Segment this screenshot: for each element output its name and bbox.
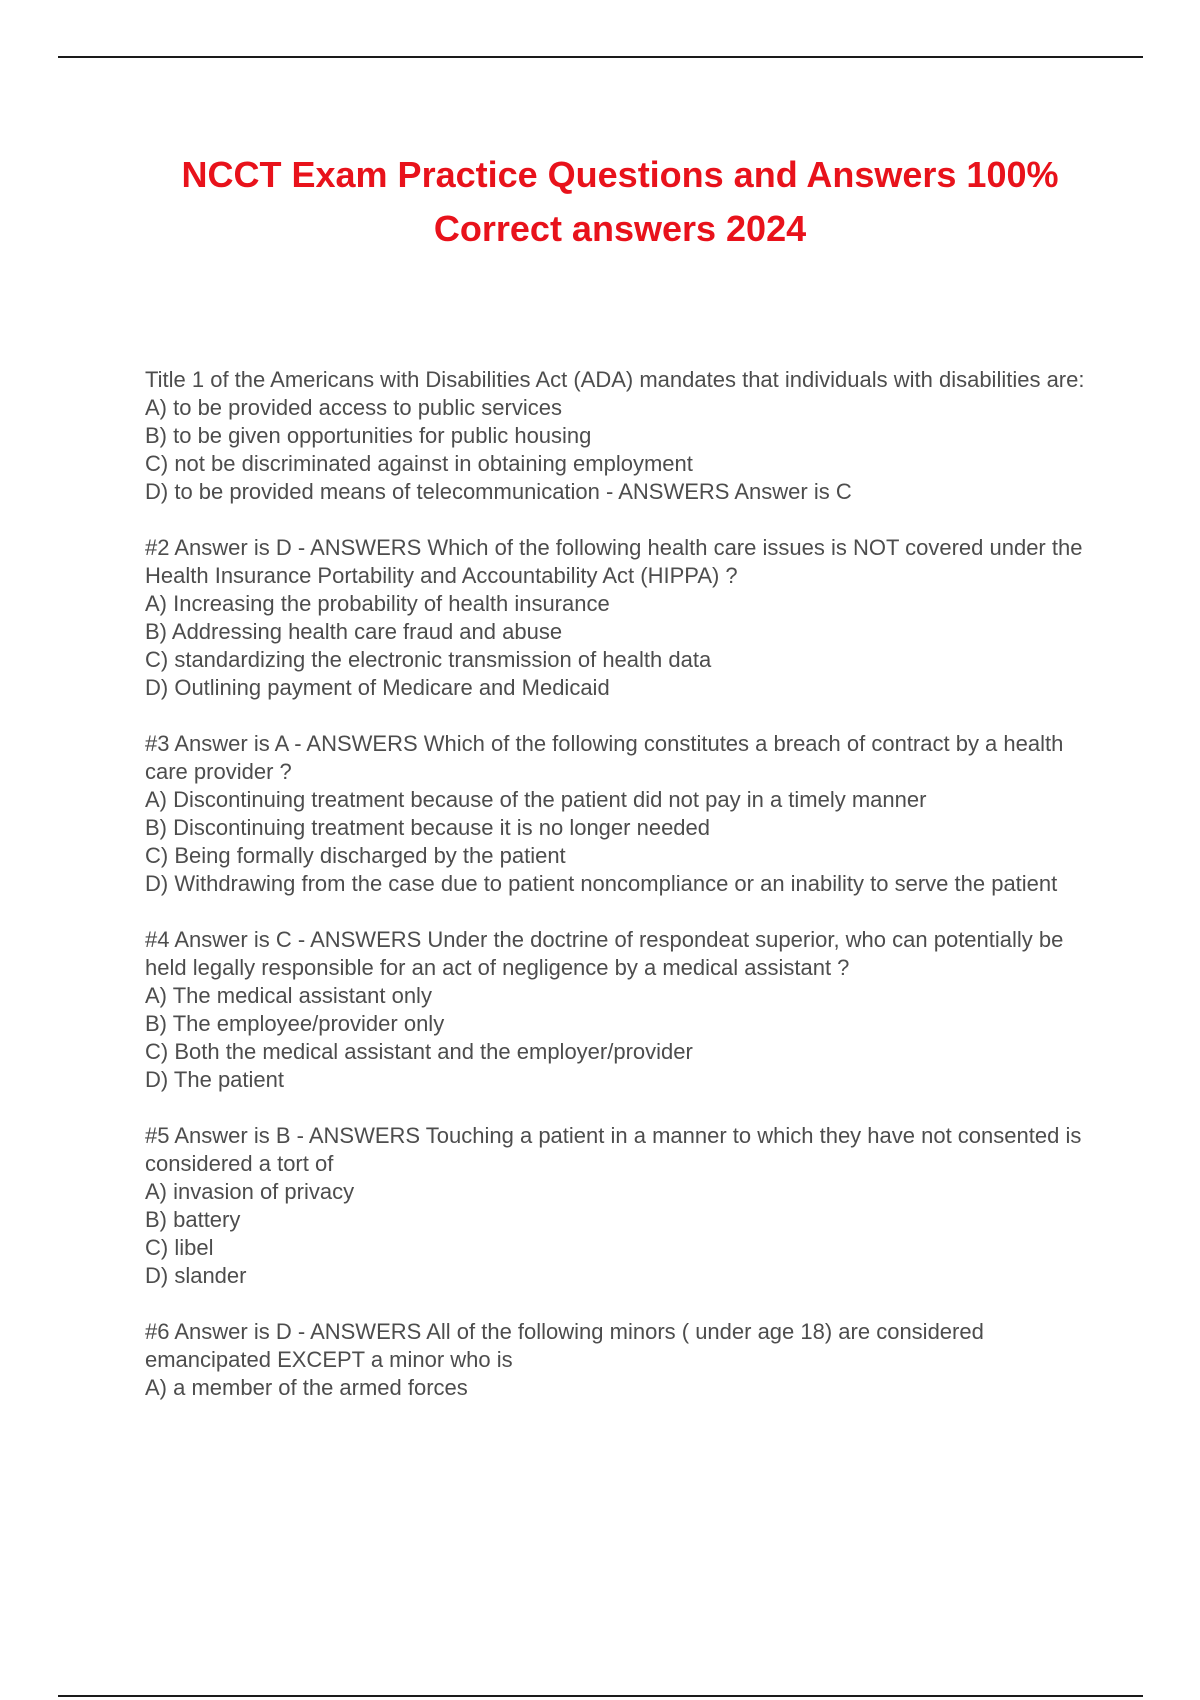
option-a: A) The medical assistant only <box>145 983 432 1008</box>
question-text: #5 Answer is B - ANSWERS Touching a patient in a manner to which they have not consented is considered a tort of <box>145 1123 1082 1176</box>
question-3 <box>145 730 1090 898</box>
question-text: #3 Answer is A - ANSWERS Which of the following constitutes a breach of contract by a health care provider ? <box>145 731 1064 784</box>
question-1 <box>145 366 1090 506</box>
question-6 <box>145 1318 1090 1402</box>
option-d: D) Withdrawing from the case due to patient noncompliance or an inability to serve the patient <box>145 871 1058 896</box>
question-text: #6 Answer is D - ANSWERS All of the following minors ( under age 18) are considered emancipated EXCEPT a minor who is <box>145 1319 984 1372</box>
option-a: A) Increasing the probability of health insurance <box>145 591 610 616</box>
option-b: B) to be given opportunities for public housing <box>145 423 592 448</box>
option-c: C) standardizing the electronic transmission of health data <box>145 647 712 672</box>
document-title <box>60 148 1180 256</box>
bottom-rule <box>58 1695 1143 1697</box>
question-list <box>145 366 1090 1402</box>
question-text: #2 Answer is D - ANSWERS Which of the following health care issues is NOT covered under the Health Insurance Portability and Accountability Act (HIPPA) ? <box>145 535 1083 588</box>
option-c: C) Being formally discharged by the patient <box>145 843 566 868</box>
question-4 <box>145 926 1090 1094</box>
question-5 <box>145 1122 1090 1290</box>
option-a: A) a member of the armed forces <box>145 1375 468 1400</box>
question-text: #4 Answer is C - ANSWERS Under the doctrine of respondeat superior, who can potentially be held legally responsible for an act of negligence by a medical assistant ? <box>145 927 1064 980</box>
option-a: A) Discontinuing treatment because of the patient did not pay in a timely manner <box>145 787 927 812</box>
option-d: D) The patient <box>145 1067 285 1092</box>
option-b: B) Addressing health care fraud and abuse <box>145 619 563 644</box>
option-c: C) libel <box>145 1235 214 1260</box>
title-line-2: Correct answers 2024 <box>433 208 807 249</box>
option-b: B) The employee/provider only <box>145 1011 445 1036</box>
option-a: A) invasion of privacy <box>145 1179 355 1204</box>
option-a: A) to be provided access to public services <box>145 395 562 420</box>
top-rule <box>58 56 1143 58</box>
option-b: B) battery <box>145 1207 241 1232</box>
option-d: D) to be provided means of telecommunication - ANSWERS Answer is C <box>145 479 852 504</box>
question-text: Title 1 of the Americans with Disabilities Act (ADA) mandates that individuals with disabilities are: <box>145 367 1085 392</box>
question-2 <box>145 534 1090 702</box>
option-b: B) Discontinuing treatment because it is no longer needed <box>145 815 711 840</box>
option-d: D) slander <box>145 1263 247 1288</box>
option-d: D) Outlining payment of Medicare and Medicaid <box>145 675 610 700</box>
option-c: C) Both the medical assistant and the employer/provider <box>145 1039 693 1064</box>
option-c: C) not be discriminated against in obtaining employment <box>145 451 693 476</box>
title-line-1: NCCT Exam Practice Questions and Answers 100% <box>181 154 1059 195</box>
